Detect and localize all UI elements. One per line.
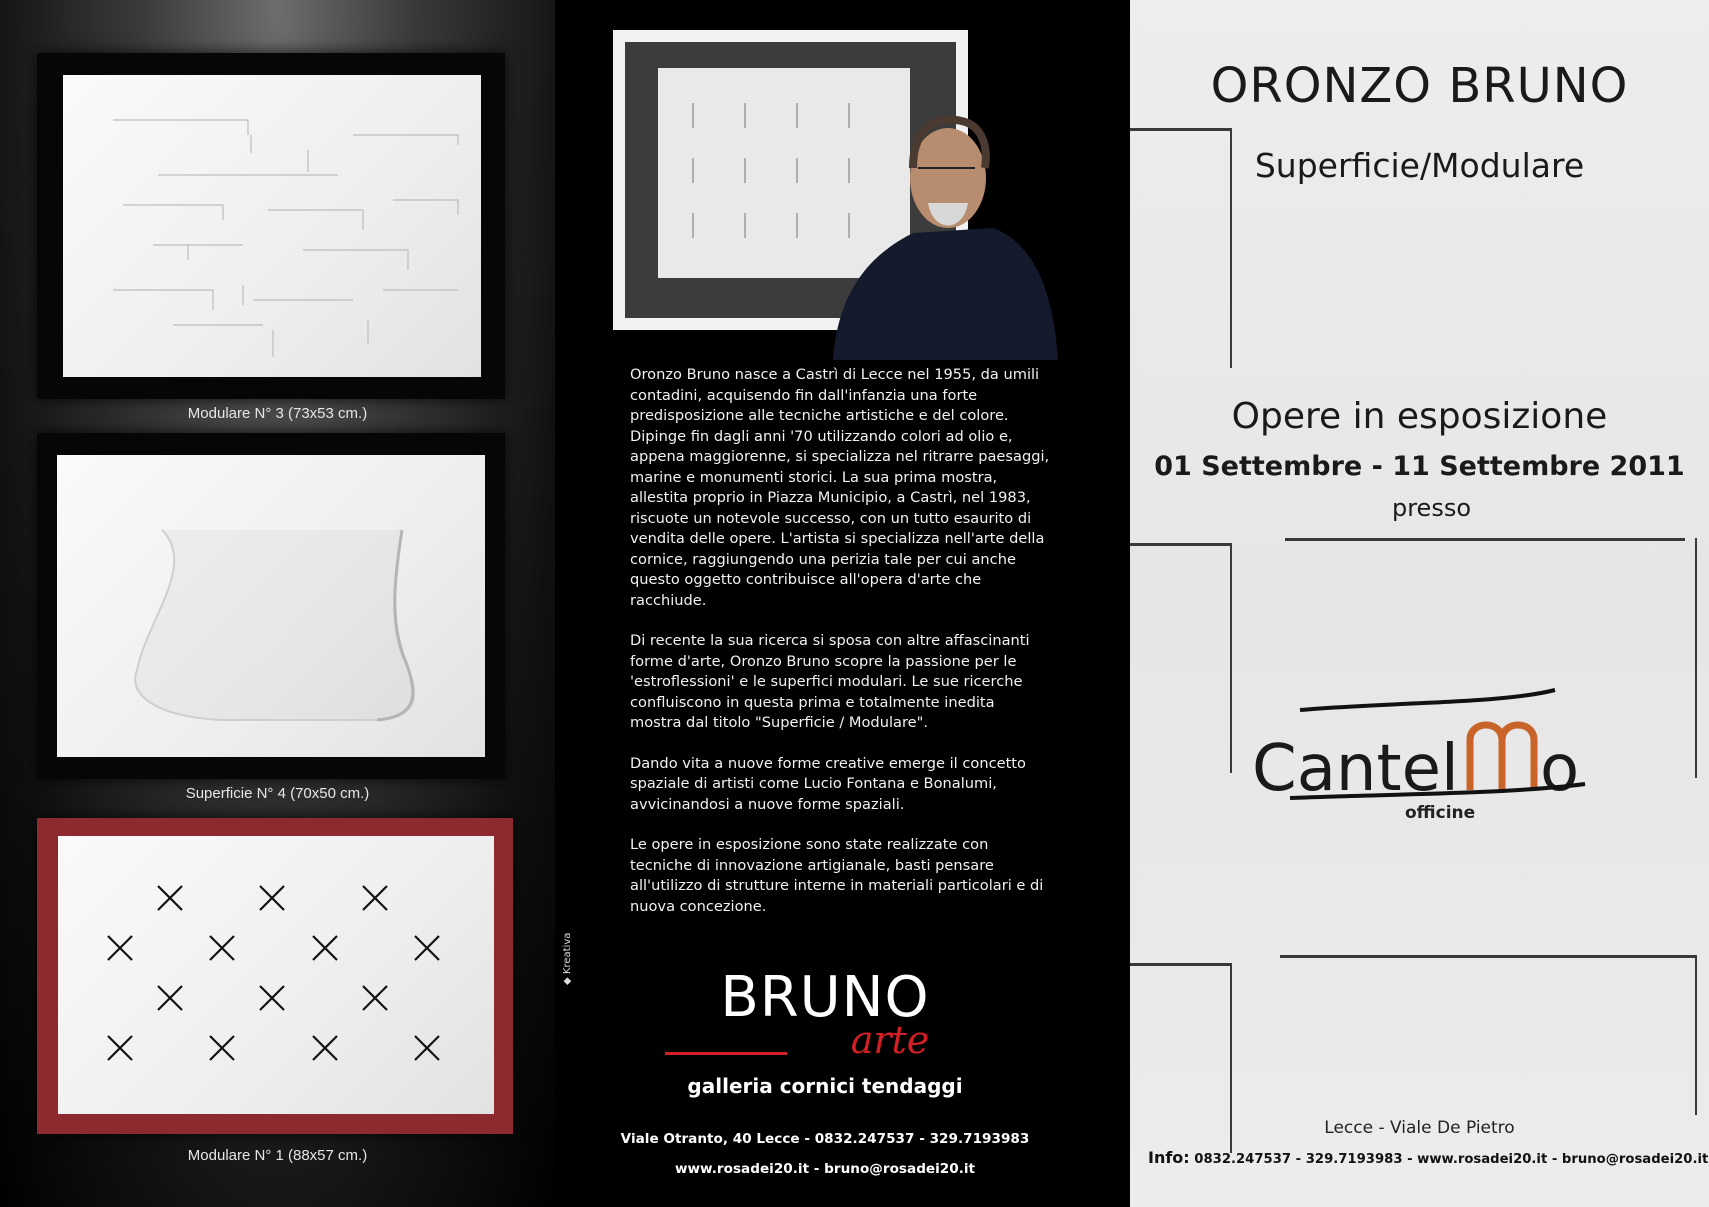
bruno-tagline: galleria cornici tendaggi xyxy=(687,1074,963,1098)
relief-cut xyxy=(1695,955,1697,1115)
relief-cut xyxy=(1130,128,1230,131)
cross-mark xyxy=(313,936,337,960)
cantelmo-officine-logo xyxy=(1240,682,1640,822)
cantelmo-m-mark xyxy=(1470,725,1534,790)
artwork-frame-modulare-3 xyxy=(37,53,505,399)
artworks-panel xyxy=(0,0,555,1207)
designer-credit xyxy=(562,895,573,985)
relief-cut xyxy=(1285,538,1685,541)
bio-paragraph: Di recente la sua ricerca si sposa con altre affascinanti forme d'arte, Oronzo Bruno scopre la passione per le 'estroflessioni' e le superfici modulari. Le sue ricerche confluiscono in questa prima e totalmente inedita mostra dal titolo "Superficie / Modulare". xyxy=(630,632,1030,731)
bio-paragraph: Oronzo Bruno nasce a Castrì di Lecce nel 1955, da umili contadini, acquisendo fin dall'infanzia una forte predisposizione alle tecniche artistiche e del colore. Dipinge fin dagli anni '70 utilizzando colori ad olio e, appena maggiorenne, si specializza nel ritrarre paesaggi, marine e monumenti storici. La sua prima mostra, allestita proprio in Piazza Municipio, a Castrì, nel 1983, riscuote un notevole successo, con un tutto esaurito di vendita delle opere. L'artista si specializza nell'arte della cornice, raggiungendo una perizia tale per cui anche questo oggetto contribuisce all'opera d'arte che racchiude. xyxy=(630,366,1050,609)
artwork-superficie-4 xyxy=(57,455,485,757)
bio-panel xyxy=(555,0,1130,1207)
kreativa-icon: ◆ xyxy=(562,977,573,985)
cross-mark xyxy=(260,886,284,910)
cross-mark xyxy=(158,886,182,910)
bruno-logo-script: arte xyxy=(850,1018,930,1062)
bruno-arte-logo xyxy=(615,965,1035,1062)
bio-paragraph: Dando vita a nuove forme creative emerge il concetto spaziale di artisti come Lucio Fontana e Bonalumi, avvicinandosi a nuove forme spaziali. xyxy=(630,754,1026,813)
superficie-4-relief xyxy=(57,455,485,757)
artwork-modulare-3 xyxy=(63,75,481,377)
cross-mark xyxy=(415,1036,439,1060)
modulare-3-relief xyxy=(63,75,481,377)
cross-mark xyxy=(313,1036,337,1060)
cantelmo-sub: officine xyxy=(1405,803,1476,822)
cross-mark xyxy=(108,936,132,960)
exhibition-subtitle: Superficie/Modulare xyxy=(1254,146,1585,185)
cross-mark xyxy=(363,986,387,1010)
info-contacts: 0832.247537 - 329.7193983 - www.rosadei20.it - bruno@rosadei20.it xyxy=(1194,1152,1709,1167)
venue-location: Lecce - Viale De Pietro xyxy=(1324,1118,1515,1138)
artist-name: ORONZO BRUNO xyxy=(1210,58,1629,114)
artist-with-artwork-illustration xyxy=(613,18,1133,360)
cross-mark xyxy=(363,886,387,910)
cross-mark xyxy=(158,986,182,1010)
bio-paragraph: Le opere in esposizione sono state realizzate con tecniche di innovazione artigianale, basti pensare all'utilizzo di strutture interne in materiali particolari e di nuova concezione. xyxy=(630,836,1044,915)
cross-mark xyxy=(415,936,439,960)
bruno-logo-word: BRUNO xyxy=(720,965,930,1030)
cross-mark xyxy=(108,1036,132,1060)
exhibition-heading: Opere in esposizione xyxy=(1231,396,1608,437)
relief-cut xyxy=(1230,543,1232,773)
cross-mark xyxy=(260,986,284,1010)
relief-cut xyxy=(1695,538,1697,778)
relief-cut xyxy=(1130,963,1230,966)
modulare-1-crosses xyxy=(58,836,494,1114)
bruno-address: Viale Otranto, 40 Lecce - 0832.247537 - 329.7193983 xyxy=(620,1131,1030,1147)
cross-mark xyxy=(210,1036,234,1060)
bruno-web-contacts: www.rosadei20.it - bruno@rosadei20.it xyxy=(674,1161,976,1177)
artwork-frame-modulare-1 xyxy=(37,818,513,1134)
artwork-modulare-1 xyxy=(58,836,494,1114)
relief-cut xyxy=(1280,955,1695,958)
info-label: Info: xyxy=(1148,1148,1190,1167)
cross-mark xyxy=(210,936,234,960)
exhibition-dates: 01 Settembre - 11 Settembre 2011 xyxy=(1154,451,1685,482)
cantelmo-word-left: Cantel xyxy=(1252,732,1459,806)
relief-cut xyxy=(1130,543,1232,546)
cantelmo-word-right: o xyxy=(1540,732,1580,806)
kreativa-label: Kreativa xyxy=(562,932,573,975)
exhibition-presso: presso xyxy=(1391,494,1472,522)
caption-modulare-3: Modulare N° 3 (73x53 cm.) xyxy=(187,405,368,422)
caption-superficie-4: Superficie N° 4 (70x50 cm.) xyxy=(185,785,370,802)
bruno-logo-underline xyxy=(665,1052,787,1055)
venue-info xyxy=(1148,1148,1709,1167)
caption-modulare-1: Modulare N° 1 (88x57 cm.) xyxy=(187,1147,368,1164)
artist-photo xyxy=(613,18,1133,360)
artwork-frame-superficie-4 xyxy=(37,433,505,779)
artist-biography xyxy=(630,365,1050,937)
exhibition-panel xyxy=(1130,0,1709,1207)
